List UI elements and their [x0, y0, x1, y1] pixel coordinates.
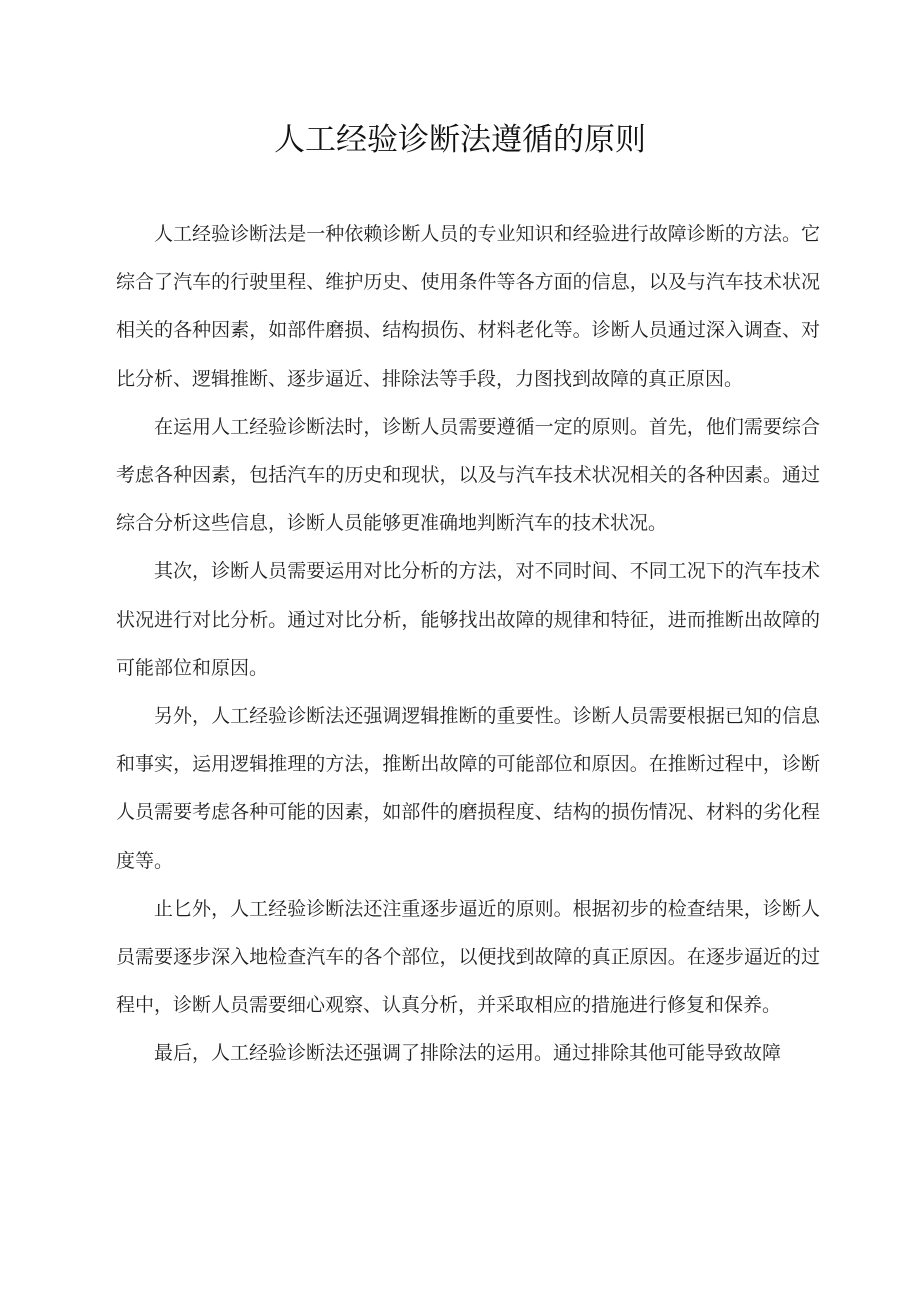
paragraph-comparison: 其次，诊断人员需要运用对比分析的方法，对不同时间、不同工况下的汽车技术状况进行对比分析。通过对比分析，能够找出故障的规律和特征，进而推断出故障的可能部位和原因。 [116, 560, 820, 679]
paragraph-intro: 人工经验诊断法是一种依赖诊断人员的专业知识和经验进行故障诊断的方法。它综合了汽车的行驶里程、维护历史、使用条件等各方面的信息，以及与汽车技术状况相关的各种因素，如部件磨损、结构损伤、材料老化等。诊断人员通过深入调查、对比分析、逻辑推断、逐步逼近、排除法等手段，力图找到故障的真正原因。 [116, 223, 820, 390]
paragraph-elimination: 最后，人工经验诊断法还强调了排除法的运用。通过排除其他可能导致故障 [154, 1042, 782, 1065]
paragraph-approach: 止匕外，人工经验诊断法还注重逐步逼近的原则。根据初步的检查结果，诊断人员需要逐步深入地检查汽车的各个部位，以便找到故障的真正原因。在逐步逼近的过程中，诊断人员需要细心观察、认真分析，并采取相应的措施进行修复和保养。 [116, 897, 820, 1017]
document-body [116, 210, 820, 1078]
paragraph-principles: 在运用人工经验诊断法时，诊断人员需要遵循一定的原则。首先，他们需要综合考虑各种因素，包括汽车的历史和现状，以及与汽车技术状况相关的各种因素。通过综合分析这些信息，诊断人员能够更准确地判断汽车的技术状况。 [116, 415, 820, 535]
document-title: 人工经验诊断法遵循的原则 [274, 122, 646, 158]
paragraph-logic: 另外，人工经验诊断法还强调逻辑推断的重要性。诊断人员需要根据已知的信息和事实，运用逻辑推理的方法，推断出故障的可能部位和原因。在推断过程中，诊断人员需要考虑各种可能的因素，如部件的磨损程度、结构的损伤情况、材料的劣化程度等。 [116, 705, 820, 872]
